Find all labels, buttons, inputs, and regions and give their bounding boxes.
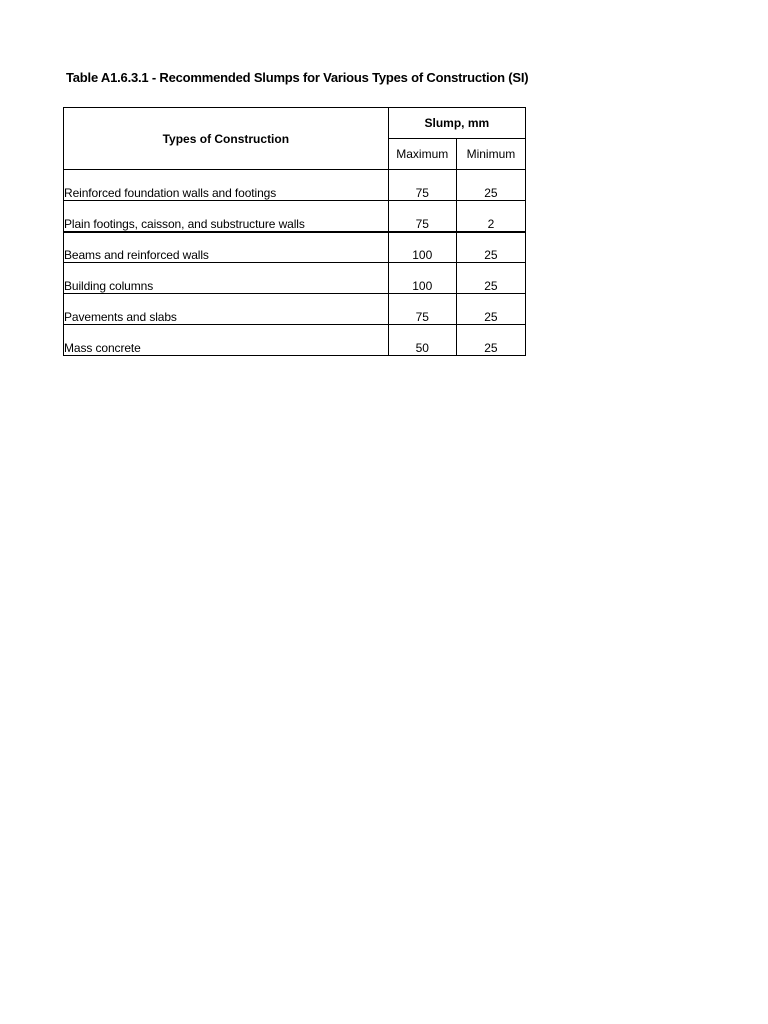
table-row	[64, 170, 526, 201]
minimum-slump-cell: 25	[456, 325, 525, 356]
maximum-slump-cell: 75	[388, 170, 456, 201]
table-row	[64, 201, 526, 232]
minimum-slump-cell: 25	[456, 294, 525, 325]
minimum-slump-cell: 25	[456, 232, 525, 263]
maximum-slump-cell: 75	[388, 201, 456, 232]
slump-table	[63, 107, 526, 356]
header-types-of-construction: Types of Construction	[64, 108, 389, 170]
construction-type-cell: Mass concrete	[64, 325, 389, 356]
maximum-slump-cell: 100	[388, 232, 456, 263]
construction-type-cell: Building columns	[64, 263, 389, 294]
maximum-slump-cell: 100	[388, 263, 456, 294]
construction-type-cell: Beams and reinforced walls	[64, 232, 389, 263]
header-slump: Slump, mm	[388, 108, 525, 139]
table-row	[64, 325, 526, 356]
table-row	[64, 232, 526, 263]
minimum-slump-cell: 2	[456, 201, 525, 232]
table-row	[64, 294, 526, 325]
construction-type-cell: Pavements and slabs	[64, 294, 389, 325]
minimum-slump-cell: 25	[456, 170, 525, 201]
header-minimum: Minimum	[456, 139, 525, 170]
table-row	[64, 263, 526, 294]
construction-type-cell: Plain footings, caisson, and substructure walls	[64, 201, 389, 232]
header-maximum: Maximum	[388, 139, 456, 170]
construction-type-cell: Reinforced foundation walls and footings	[64, 170, 389, 201]
maximum-slump-cell: 50	[388, 325, 456, 356]
table-title: Table A1.6.3.1 - Recommended Slumps for Various Types of Construction (SI)	[66, 70, 529, 85]
maximum-slump-cell: 75	[388, 294, 456, 325]
minimum-slump-cell: 25	[456, 263, 525, 294]
